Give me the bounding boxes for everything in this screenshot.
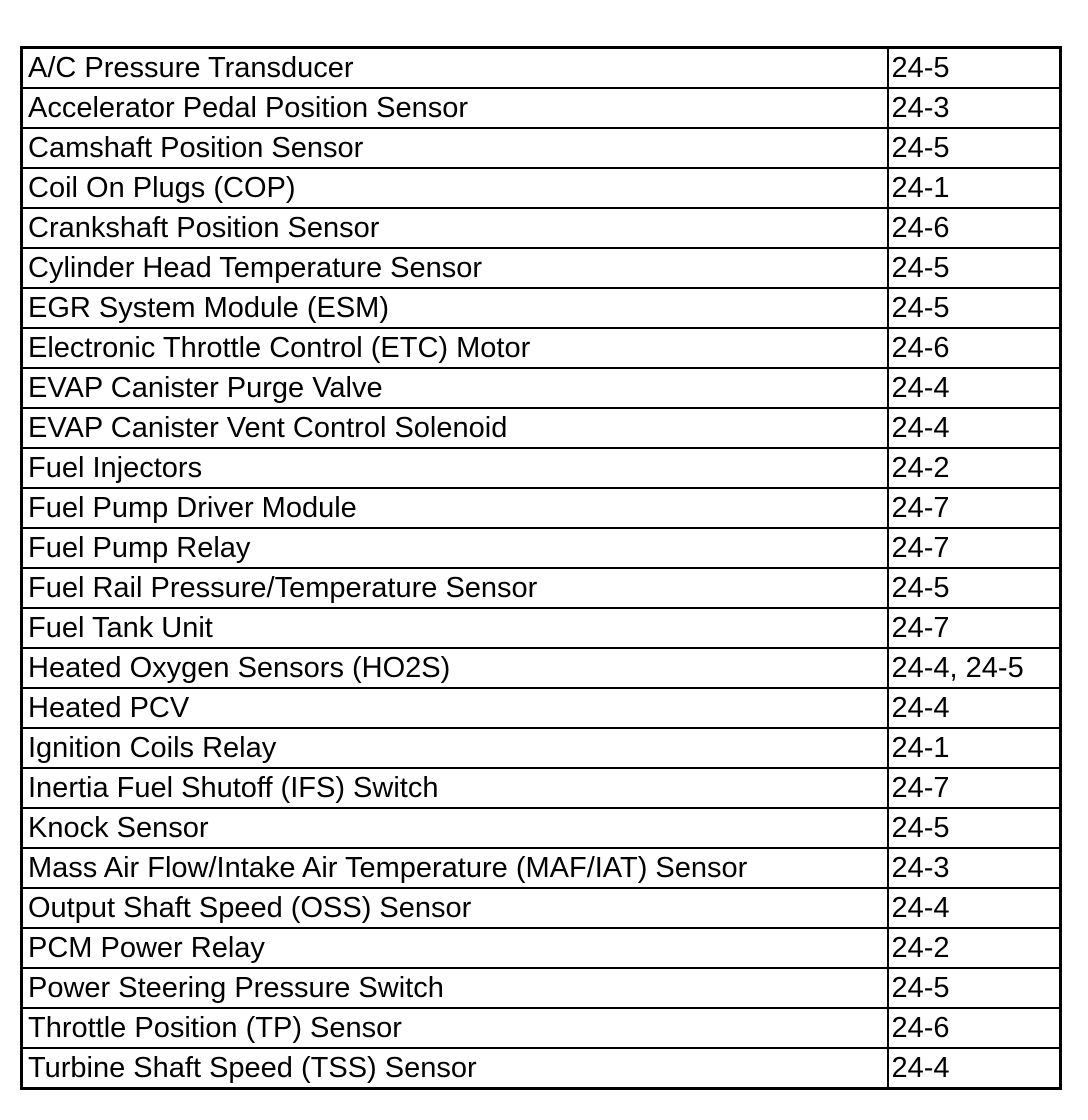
table-row: [22, 448, 1061, 488]
table-row: [22, 488, 1061, 528]
component-name-cell: Cylinder Head Temperature Sensor: [22, 248, 888, 288]
page-reference-cell: 24-2: [888, 928, 1061, 968]
component-name-cell: Fuel Injectors: [22, 448, 888, 488]
component-name-cell: Fuel Tank Unit: [22, 608, 888, 648]
page-reference-cell: 24-2: [888, 448, 1061, 488]
table-row: [22, 768, 1061, 808]
table-row: [22, 88, 1061, 128]
table-row: [22, 48, 1061, 89]
page-reference-cell: 24-4: [888, 1048, 1061, 1089]
component-name-cell: EGR System Module (ESM): [22, 288, 888, 328]
component-name-cell: Crankshaft Position Sensor: [22, 208, 888, 248]
page-reference-cell: 24-5: [888, 248, 1061, 288]
table-row: [22, 688, 1061, 728]
table-row: [22, 248, 1061, 288]
table-row: [22, 648, 1061, 688]
component-name-cell: Mass Air Flow/Intake Air Temperature (MAF/IAT) Sensor: [22, 848, 888, 888]
component-name-cell: Electronic Throttle Control (ETC) Motor: [22, 328, 888, 368]
page-reference-cell: 24-7: [888, 768, 1061, 808]
page-reference-cell: 24-5: [888, 128, 1061, 168]
component-name-cell: EVAP Canister Purge Valve: [22, 368, 888, 408]
table-row: [22, 848, 1061, 888]
component-name-cell: Camshaft Position Sensor: [22, 128, 888, 168]
page-reference-cell: 24-5: [888, 48, 1061, 89]
component-name-cell: Heated PCV: [22, 688, 888, 728]
table-row: [22, 328, 1061, 368]
table-row: [22, 208, 1061, 248]
table-row: [22, 888, 1061, 928]
table-row: [22, 1048, 1061, 1089]
table-row: [22, 808, 1061, 848]
page-reference-cell: 24-6: [888, 208, 1061, 248]
component-name-cell: Knock Sensor: [22, 808, 888, 848]
table-row: [22, 528, 1061, 568]
page-reference-cell: 24-7: [888, 608, 1061, 648]
component-name-cell: Inertia Fuel Shutoff (IFS) Switch: [22, 768, 888, 808]
component-name-cell: Turbine Shaft Speed (TSS) Sensor: [22, 1048, 888, 1089]
component-name-cell: Fuel Pump Relay: [22, 528, 888, 568]
page-reference-cell: 24-4: [888, 888, 1061, 928]
table-row: [22, 1008, 1061, 1048]
component-name-cell: Output Shaft Speed (OSS) Sensor: [22, 888, 888, 928]
component-name-cell: A/C Pressure Transducer: [22, 48, 888, 89]
table-row: [22, 728, 1061, 768]
table-row: [22, 168, 1061, 208]
component-name-cell: Heated Oxygen Sensors (HO2S): [22, 648, 888, 688]
page-reference-cell: 24-6: [888, 1008, 1061, 1048]
component-index-body: [22, 48, 1061, 1089]
page-reference-cell: 24-4: [888, 408, 1061, 448]
table-row: [22, 368, 1061, 408]
component-name-cell: PCM Power Relay: [22, 928, 888, 968]
table-row: [22, 128, 1061, 168]
component-name-cell: Coil On Plugs (COP): [22, 168, 888, 208]
page-reference-cell: 24-4: [888, 688, 1061, 728]
page-reference-cell: 24-5: [888, 288, 1061, 328]
table-row: [22, 568, 1061, 608]
page-reference-cell: 24-5: [888, 968, 1061, 1008]
table-row: [22, 968, 1061, 1008]
table-row: [22, 608, 1061, 648]
table-row: [22, 288, 1061, 328]
page-reference-cell: 24-1: [888, 168, 1061, 208]
page-reference-cell: 24-7: [888, 528, 1061, 568]
page-reference-cell: 24-4, 24-5: [888, 648, 1061, 688]
component-name-cell: Accelerator Pedal Position Sensor: [22, 88, 888, 128]
page-reference-cell: 24-3: [888, 88, 1061, 128]
page-reference-cell: 24-7: [888, 488, 1061, 528]
page-reference-cell: 24-5: [888, 568, 1061, 608]
page-reference-cell: 24-6: [888, 328, 1061, 368]
page-reference-cell: 24-5: [888, 808, 1061, 848]
component-name-cell: EVAP Canister Vent Control Solenoid: [22, 408, 888, 448]
component-index-table: [20, 46, 1062, 1090]
component-name-cell: Fuel Rail Pressure/Temperature Sensor: [22, 568, 888, 608]
component-name-cell: Throttle Position (TP) Sensor: [22, 1008, 888, 1048]
component-name-cell: Ignition Coils Relay: [22, 728, 888, 768]
page-reference-cell: 24-1: [888, 728, 1061, 768]
page-reference-cell: 24-3: [888, 848, 1061, 888]
component-name-cell: Power Steering Pressure Switch: [22, 968, 888, 1008]
table-row: [22, 928, 1061, 968]
page-reference-cell: 24-4: [888, 368, 1061, 408]
table-row: [22, 408, 1061, 448]
component-name-cell: Fuel Pump Driver Module: [22, 488, 888, 528]
